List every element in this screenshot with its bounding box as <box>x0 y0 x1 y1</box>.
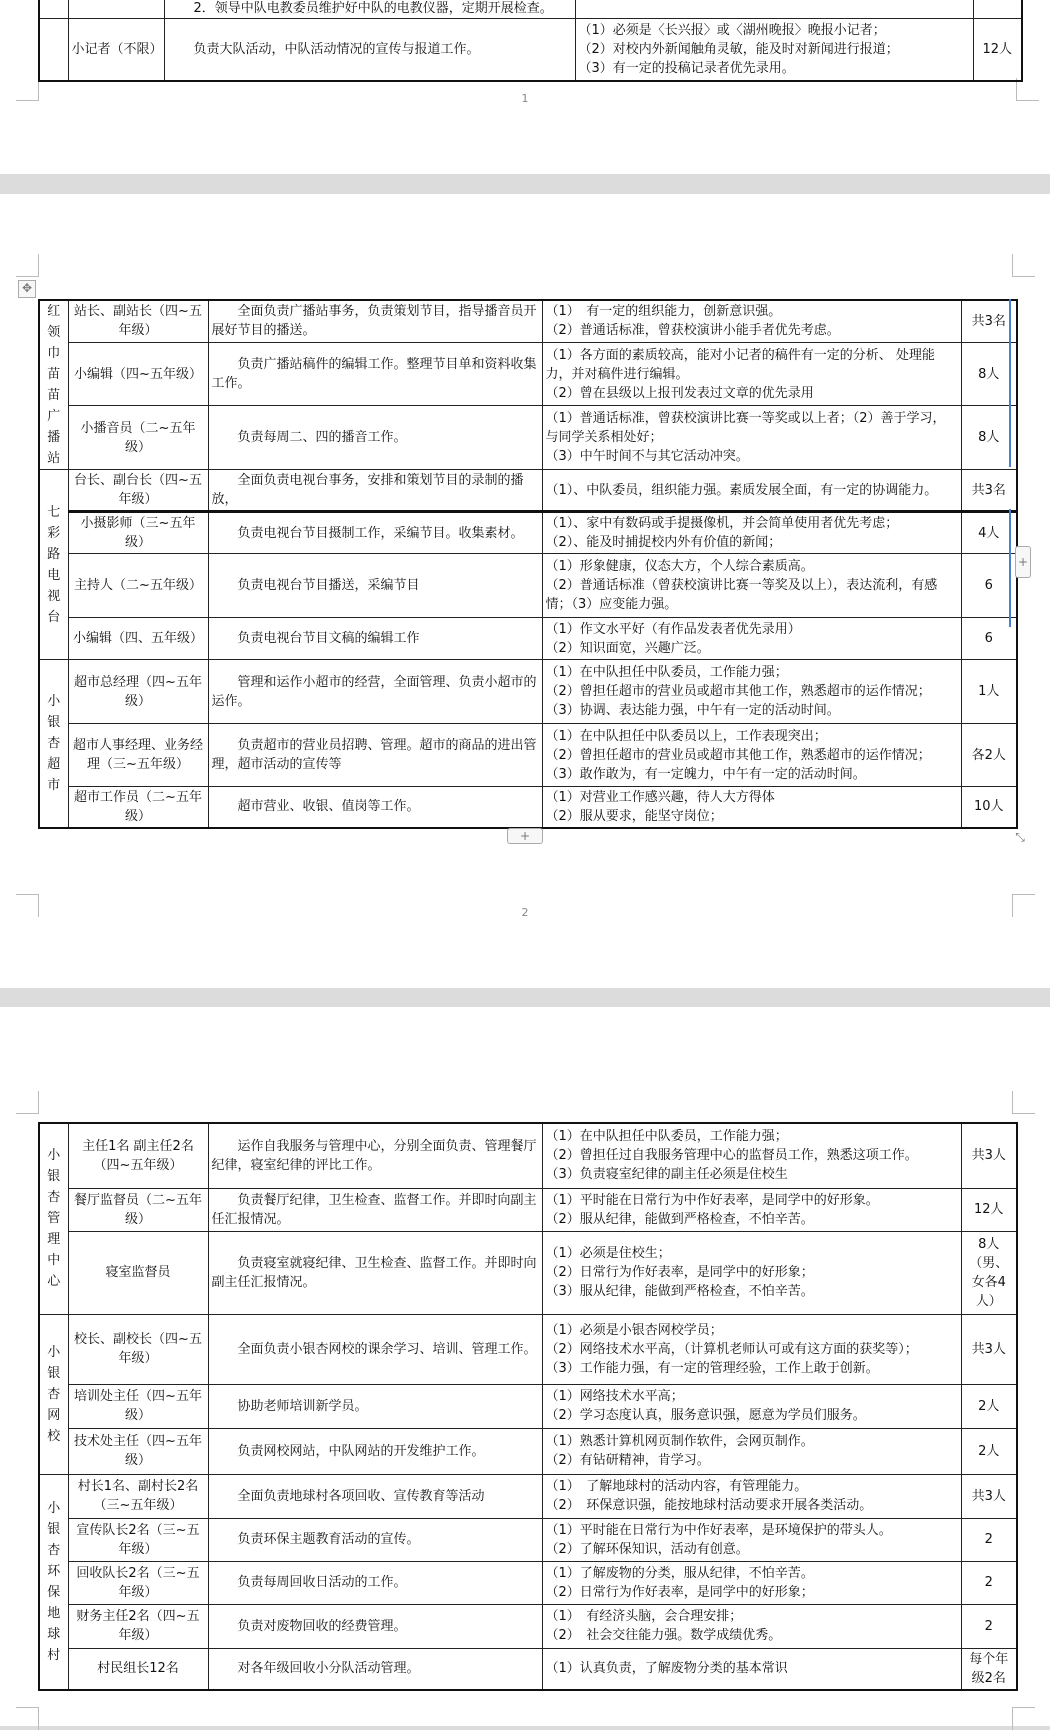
requirement-line: （1）对营业工作感兴趣，待人大方得体 <box>545 789 775 805</box>
duty-cell[interactable]: 负责超市的营业员招聘、管理。超市的商品的进出管理，超市活动的宣传等 <box>208 724 542 787</box>
duty-cell[interactable]: 全面负责小银杏网校的课余学习、培训、管理工作。 <box>208 1314 542 1384</box>
count-cell[interactable]: 共3名 <box>961 470 1017 512</box>
count-cell[interactable]: 2 <box>961 1604 1017 1648</box>
table-row <box>39 300 1017 342</box>
requirement-line: （2）知识面宽，兴趣广泛。 <box>545 640 710 656</box>
count-cell[interactable]: 4人 <box>961 512 1017 554</box>
page-corner-mark <box>1012 254 1035 277</box>
requirements-cell[interactable] <box>542 512 961 554</box>
role-cell[interactable]: 村民组长12名 <box>68 1648 208 1690</box>
requirement-line: （3）有一定的投稿记录者优先录用。 <box>578 60 795 76</box>
requirements-cell[interactable] <box>542 1314 961 1384</box>
count-cell[interactable]: 8人（男、女各4人） <box>961 1231 1017 1314</box>
table-row <box>39 1428 1017 1474</box>
duty-cell[interactable]: 负责电视台节目摄制工作，采编节目。收集素材。 <box>208 512 542 554</box>
count-cell[interactable]: 8人 <box>961 406 1017 470</box>
table-row <box>39 660 1017 724</box>
duty-cell[interactable]: 负责每周回收日活动的工作。 <box>208 1561 542 1604</box>
count-cell[interactable]: 6 <box>961 618 1017 660</box>
group-cell[interactable]: 小银杏环保地球村 <box>39 1474 68 1690</box>
requirement-line: （2） 环保意识强，能按地球村活动要求开展各类活动。 <box>545 1498 873 1513</box>
group-cell[interactable]: 小银杏网校 <box>39 1314 68 1474</box>
count-cell[interactable]: 8人 <box>961 342 1017 406</box>
requirement-line: （1）了解废物的分类，服从纪律，不怕辛苦。 <box>545 1565 814 1581</box>
requirement-line: （2）曾担任超市的营业员或超市其他工作，熟悉超市的运作情况； <box>545 684 931 699</box>
count-cell[interactable]: 各2人 <box>961 724 1017 787</box>
table-row <box>39 470 1017 512</box>
requirement-line: （2）服从纪律，能做到严格检查，不怕辛苦。 <box>545 1211 814 1227</box>
requirement-line: （3）中午时间不与其它活动冲突。 <box>545 449 749 465</box>
table-row <box>39 1561 1017 1604</box>
requirements-cell[interactable] <box>542 470 961 512</box>
add-column-button[interactable]: + <box>1015 546 1031 578</box>
count-cell[interactable]: 2人 <box>961 1428 1017 1474</box>
duty-cell[interactable]: 2．领导中队电教委员维护好中队的电教仪器，定期开展检查。 <box>164 0 575 19</box>
requirement-line: （1） 有经济头脑，会合理安排； <box>545 1609 743 1624</box>
requirements-cell[interactable] <box>542 554 961 618</box>
table-row <box>39 19 1022 81</box>
role-cell[interactable]: 小播音员（二~五年级） <box>68 406 208 470</box>
duty-cell[interactable]: 协助老师培训新学员。 <box>208 1384 542 1428</box>
table-row <box>39 0 1022 19</box>
requirements-cell[interactable] <box>542 1604 961 1648</box>
requirement-line: （1）普通话标准，曾获校演讲比赛一等奖或以上者；（2）善于学习，与同学关系相处好； <box>545 411 946 446</box>
requirements-cell[interactable] <box>575 0 973 19</box>
count-cell[interactable] <box>973 0 1022 19</box>
requirement-line: （2）曾担任超市的营业员或超市其他工作，熟悉超市的运作情况； <box>545 747 931 763</box>
position-table <box>38 1122 1018 1691</box>
requirements-cell[interactable] <box>542 618 961 660</box>
table-row <box>39 1474 1017 1518</box>
requirement-line: （1）平时能在日常行为中作好表率，是环境保护的带头人。 <box>545 1522 892 1538</box>
table-row <box>39 787 1017 828</box>
duty-cell[interactable]: 负责广播站稿件的编辑工作。整理节目单和资料收集工作。 <box>208 342 542 406</box>
role-cell[interactable]: 小摄影师（三~五年级） <box>68 512 208 554</box>
page-corner-mark <box>1012 1707 1035 1730</box>
table-row <box>39 1604 1017 1648</box>
duty-cell[interactable]: 全面负责电视台事务，安排和策划节目的录制的播放， <box>208 470 542 512</box>
count-cell[interactable]: 2人 <box>961 1384 1017 1428</box>
role-cell[interactable]: 回收队长2名（三~五年级） <box>68 1561 208 1604</box>
duty-cell[interactable]: 负责寝室就寝纪律、卫生检查、监督工作。并即时向副主任汇报情况。 <box>208 1231 542 1314</box>
table-row <box>39 1384 1017 1428</box>
count-cell[interactable]: 2 <box>961 1561 1017 1604</box>
requirements-cell[interactable] <box>542 1231 961 1314</box>
requirement-line: （2）对校内外新闻触角灵敏，能及时对新闻进行报道； <box>578 41 899 57</box>
duty-cell[interactable]: 超市营业、收银、值岗等工作。 <box>208 787 542 828</box>
requirement-line: （1）各方面的素质较高，能对小记者的稿件有一定的分析、 处理能力，并对稿件进行编辑。 <box>545 347 935 382</box>
position-table <box>38 299 1018 829</box>
page-number: 1 <box>521 92 529 105</box>
count-cell[interactable]: 每个年级2名 <box>961 1648 1017 1690</box>
count-cell[interactable]: 2 <box>961 1518 1017 1561</box>
requirements-cell[interactable] <box>542 1474 961 1518</box>
duty-cell[interactable]: 运作自我服务与管理中心，分别全面负责、管理餐厅纪律，寝室纪律的评比工作。 <box>208 1123 542 1188</box>
position-table <box>38 0 1023 82</box>
count-cell[interactable]: 共3人 <box>961 1314 1017 1384</box>
role-cell[interactable]: 小编辑（四~五年级） <box>68 342 208 406</box>
duty-cell[interactable]: 全面负责广播站事务，负责策划节目，指导播音员开展好节目的播送。 <box>208 300 542 342</box>
role-cell[interactable]: 超市工作员（二~五年级） <box>68 787 208 828</box>
count-cell[interactable]: 共3名 <box>961 300 1017 342</box>
requirement-line: （2）日常行为作好表率，是同学中的好形象； <box>545 1265 814 1280</box>
table-row <box>39 1231 1017 1314</box>
count-cell[interactable]: 共3人 <box>961 1123 1017 1188</box>
table-row <box>39 618 1017 660</box>
requirement-line: （2）了解环保知识，活动有创意。 <box>545 1541 749 1557</box>
resize-table-handle-icon[interactable]: ⤡ <box>1015 830 1025 844</box>
count-cell[interactable]: 12人 <box>961 1188 1017 1231</box>
requirement-line: （2）有钻研精神，肯学习。 <box>545 1453 710 1468</box>
requirement-line: （1）网络技术水平高； <box>545 1389 684 1404</box>
table-selection-edge <box>1009 509 1011 627</box>
table-row <box>39 1518 1017 1561</box>
requirement-line: （1）必须是〈长兴报〉或〈湖州晚报〉晚报小记者； <box>578 22 886 38</box>
requirement-line: （1）在中队担任中队委员以上，工作表现突出； <box>545 728 827 744</box>
requirements-cell[interactable] <box>542 724 961 787</box>
group-cell[interactable]: 小银杏管理中心 <box>39 1123 68 1314</box>
requirements-cell[interactable] <box>542 787 961 828</box>
table-row <box>39 512 1017 554</box>
table-row <box>39 1648 1017 1690</box>
requirement-line: （2）服从要求，能坚守岗位； <box>545 808 723 824</box>
requirement-line: （1）必须是住校生； <box>545 1246 671 1261</box>
move-table-handle-icon[interactable]: ✥ <box>18 280 36 298</box>
duty-cell[interactable]: 负责电视台节目文稿的编辑工作 <box>208 618 542 660</box>
requirement-line: （1）形象健康，仪态大方，个人综合素质高。 <box>545 559 814 574</box>
page-number: 2 <box>521 906 529 919</box>
requirements-cell[interactable] <box>542 1188 961 1231</box>
requirement-line: （2） 社会交往能力强。数学成绩优秀。 <box>545 1628 782 1643</box>
role-cell[interactable]: 宣传队长2名（三~五年级） <box>68 1518 208 1561</box>
requirement-line: （1）平时能在日常行为中作好表率，是同学中的好形象。 <box>545 1192 879 1208</box>
role-cell[interactable] <box>68 0 164 19</box>
requirement-line: （2）普通话标准（曾获校演讲比赛一等奖及以上），表达流利，有感情；（3）应变能力强。 <box>545 578 938 612</box>
duty-cell[interactable]: 负责对废物回收的经费管理。 <box>208 1604 542 1648</box>
role-cell[interactable]: 培训处主任（四~五年级） <box>68 1384 208 1428</box>
table-row <box>39 554 1017 618</box>
requirements-cell[interactable] <box>542 342 961 406</box>
role-cell[interactable]: 台长、副台长（四~五年级） <box>68 470 208 512</box>
table-row <box>39 1314 1017 1384</box>
requirement-line: （1）、家中有数码或手提摄像机，并会简单使用者优先考虑； <box>545 516 899 531</box>
role-cell[interactable]: 小编辑（四、五年级） <box>68 618 208 660</box>
count-cell[interactable]: 12人 <box>973 19 1022 81</box>
table-row <box>39 342 1017 406</box>
duty-cell[interactable]: 全面负责地球村各项回收、宣传教育等活动 <box>208 1474 542 1518</box>
role-cell[interactable]: 超市总经理（四~五年级） <box>68 660 208 724</box>
role-cell[interactable]: 财务主任2名（四~五年级） <box>68 1604 208 1648</box>
count-cell[interactable]: 6 <box>961 554 1017 618</box>
requirement-line: （1） 了解地球村的活动内容，有管理能力。 <box>545 1479 808 1494</box>
role-cell[interactable]: 小记者（不限） <box>68 19 164 81</box>
table-row <box>39 1123 1017 1188</box>
requirements-cell[interactable] <box>542 1518 961 1561</box>
count-cell[interactable]: 10人 <box>961 787 1017 828</box>
table-row <box>39 1188 1017 1231</box>
requirements-cell[interactable] <box>575 19 973 81</box>
duty-cell[interactable]: 负责网校网站，中队网站的开发维护工作。 <box>208 1428 542 1474</box>
requirements-cell[interactable] <box>542 1428 961 1474</box>
page-corner-mark <box>16 254 39 277</box>
duty-cell[interactable]: 负责电视台节目播送，采编节目 <box>208 554 542 618</box>
requirements-cell[interactable] <box>542 1123 961 1188</box>
count-cell[interactable]: 1人 <box>961 660 1017 724</box>
requirement-line: （1）在中队担任中队委员，工作能力强； <box>545 665 788 680</box>
role-cell[interactable]: 主任1名 副主任2名（四~五年级） <box>68 1123 208 1188</box>
requirements-cell[interactable] <box>542 1648 961 1690</box>
duty-cell[interactable]: 负责大队活动，中队活动情况的宣传与报道工作。 <box>164 19 575 81</box>
requirement-line: （3）协调、表达能力强，中午有一定的活动时间。 <box>545 703 840 718</box>
group-cell[interactable]: 七彩路电视台 <box>39 470 68 660</box>
requirements-cell[interactable] <box>542 1561 961 1604</box>
requirement-line: （1）作文水平好（有作品发表者优先录用） <box>545 621 801 637</box>
requirement-line: （1） 有一定的组织能力，创新意识强。 <box>545 304 782 320</box>
table-row <box>39 406 1017 470</box>
duty-cell[interactable]: 管理和运作小超市的经营，全面管理、负责小超市的运作。 <box>208 660 542 724</box>
requirement-line: （1）熟悉计算机网页制作软件，会网页制作。 <box>545 1434 814 1449</box>
requirement-line: （2）曾在县级以上报刊发表过文章的优先录用 <box>545 385 814 401</box>
page-corner-mark <box>16 1091 39 1114</box>
role-cell[interactable]: 技术处主任（四~五年级） <box>68 1428 208 1474</box>
role-cell[interactable]: 站长、副站长（四~五年级） <box>68 300 208 342</box>
role-cell[interactable]: 寝室监督员 <box>68 1231 208 1314</box>
group-cell[interactable] <box>39 0 68 19</box>
requirement-line: （1）在中队担任中队委员，工作能力强； <box>545 1129 788 1145</box>
requirement-line: （2）学习态度认真，服务意识强，愿意为学员们服务。 <box>545 1408 866 1423</box>
count-cell[interactable]: 共3人 <box>961 1474 1017 1518</box>
group-cell[interactable]: 红领巾苗苗广播站 <box>39 300 68 470</box>
duty-cell[interactable]: 负责环保主题教育活动的宣传。 <box>208 1518 542 1561</box>
requirement-line: （3）敢作敢为，有一定魄力，中午有一定的活动时间。 <box>545 766 866 782</box>
role-cell[interactable]: 超市人事经理、业务经理（三~五年级） <box>68 724 208 787</box>
duty-cell[interactable]: 负责每周二、四的播音工作。 <box>208 406 542 470</box>
requirements-cell[interactable] <box>542 406 961 470</box>
requirement-line: （1）必须是小银杏网校学员； <box>545 1322 723 1338</box>
page-corner-mark <box>1012 1091 1035 1114</box>
duty-cell[interactable]: 对各年级回收小分队活动管理。 <box>208 1648 542 1690</box>
requirement-line: （2）日常行为作好表率，是同学中的好形象； <box>545 1584 814 1600</box>
page-corner-mark <box>16 1707 39 1730</box>
requirement-line: （2）普通话标准，曾获校演讲小能手者优先考虑。 <box>545 323 840 339</box>
role-cell[interactable]: 校长、副校长（四~五年级） <box>68 1314 208 1384</box>
requirement-line: （3）负责寝室纪律的副主任必须是住校生 <box>545 1167 788 1183</box>
requirement-line: （3）服从纪律，能做到严格检查，不怕辛苦。 <box>545 1284 814 1299</box>
group-cell[interactable] <box>39 19 68 81</box>
requirements-cell[interactable] <box>542 660 961 724</box>
role-cell[interactable]: 主持人（二~五年级） <box>68 554 208 618</box>
group-cell[interactable]: 小银杏超市 <box>39 660 68 828</box>
requirements-cell[interactable] <box>542 1384 961 1428</box>
role-cell[interactable]: 村长1名、副村长2名（三~五年级） <box>68 1474 208 1518</box>
requirement-line: （2）、能及时捕捉校内外有价值的新闻； <box>545 535 782 550</box>
duty-cell[interactable]: 负责餐厅纪律，卫生检查、监督工作。并即时向副主任汇报情况。 <box>208 1188 542 1231</box>
requirement-line: （2）网络技术水平高，（计算机老师认可或有这方面的获奖等）； <box>545 1341 918 1357</box>
requirement-line: （1）认真负责，了解废物分类的基本常识 <box>545 1661 788 1677</box>
requirement-line: （2）曾担任过自我服务管理中心的监督员工作，熟悉这项工作。 <box>545 1148 918 1164</box>
role-cell[interactable]: 餐厅监督员（二~五年级） <box>68 1188 208 1231</box>
table-selection-edge <box>1009 299 1011 467</box>
requirement-line: （3）工作能力强，有一定的管理经验，工作上敢于创新。 <box>545 1360 879 1376</box>
requirement-line: （1）、中队委员，组织能力强。素质发展全面，有一定的协调能力。 <box>545 482 938 498</box>
table-row <box>39 724 1017 787</box>
requirements-cell[interactable] <box>542 300 961 342</box>
add-row-button[interactable]: + <box>507 828 543 844</box>
